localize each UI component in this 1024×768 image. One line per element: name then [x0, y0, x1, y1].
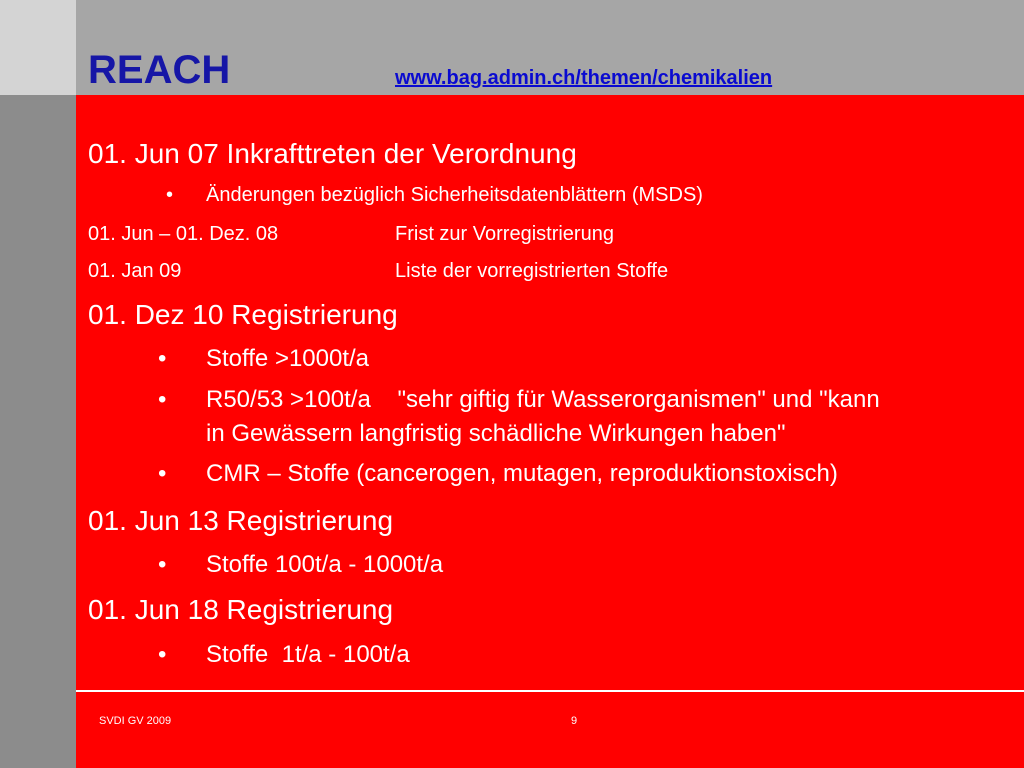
bullet-text: Stoffe 100t/a - 1000t/a	[206, 551, 444, 578]
bullet-icon: •	[158, 345, 167, 372]
bullet-text: R50/53 >100t/a "sehr giftig für Wasserorganismen" und "kann	[206, 386, 880, 413]
footer-divider	[76, 690, 1024, 692]
row-date: 01. Jan 09	[88, 260, 182, 282]
bullet-icon: •	[158, 551, 167, 578]
bullet-text: CMR – Stoffe (cancerogen, mutagen, reproduktionstoxisch)	[206, 460, 838, 487]
page-number: 9	[571, 715, 578, 727]
milestone-heading-2010: 01. Dez 10 Registrierung	[88, 299, 398, 330]
url-link[interactable]: www.bag.admin.ch/themen/chemikalien	[395, 67, 773, 89]
bullet-icon: •	[158, 386, 167, 413]
row-description: Frist zur Vorregistrierung	[395, 223, 614, 245]
header-corner	[0, 0, 76, 95]
milestone-heading-2007: 01. Jun 07 Inkrafttreten der Verordnung	[88, 138, 577, 169]
bullet-icon: •	[166, 184, 174, 206]
bullet-text: in Gewässern langfristig schädliche Wirkungen haben"	[206, 420, 786, 447]
slide-title: REACH	[88, 48, 231, 92]
bullet-text: Stoffe >1000t/a	[206, 345, 370, 372]
footer-label: SVDI GV 2009	[99, 715, 172, 727]
bullet-text: Änderungen bezüglich Sicherheitsdatenblättern (MSDS)	[206, 184, 703, 206]
bullet-icon: •	[158, 641, 167, 668]
bullet-text: Stoffe 1t/a - 100t/a	[206, 641, 410, 668]
row-description: Liste der vorregistrierten Stoffe	[395, 260, 669, 282]
milestone-heading-2013: 01. Jun 13 Registrierung	[88, 505, 394, 536]
row-date: 01. Jun – 01. Dez. 08	[88, 223, 279, 245]
bullet-icon: •	[158, 460, 167, 487]
milestone-heading-2018: 01. Jun 18 Registrierung	[88, 594, 394, 625]
left-side-bar	[0, 95, 76, 768]
